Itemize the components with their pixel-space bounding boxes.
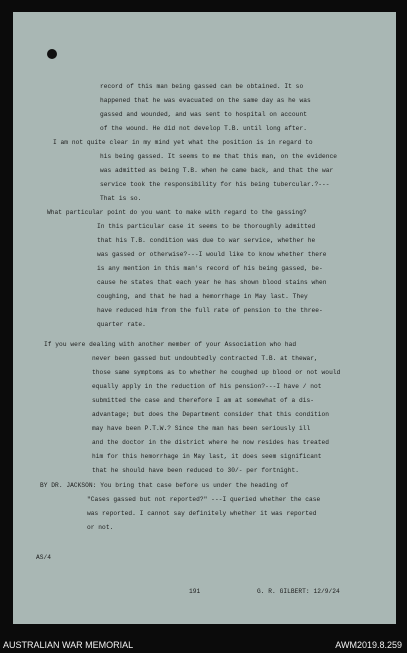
- typist-signature: G. R. GILBERT: 12/9/24: [257, 588, 340, 595]
- text-line: advantage; but does the Department consider that this condition: [92, 411, 330, 418]
- text-line: quarter rate.: [97, 321, 146, 328]
- reference-code: AS/4: [36, 554, 52, 561]
- typescript-page: [13, 12, 396, 624]
- page-number: 191: [189, 588, 201, 595]
- text-line: was admitted as being T.B. when he came back, and that the war: [100, 167, 334, 174]
- text-line: "Cases gassed but not reported?" ---I queried whether the case: [87, 496, 321, 503]
- text-line: gassed and wounded, and was sent to hospital on account: [100, 111, 307, 118]
- footer-source: AUSTRALIAN WAR MEMORIAL: [3, 640, 134, 650]
- text-line: of the wound. He did not develop T.B. until long after.: [100, 125, 307, 132]
- text-line: that his T.B. condition was due to war service, whether he: [97, 237, 316, 244]
- text-line: cause he states that each year he has shown blood stains when: [97, 279, 327, 286]
- text-line: BY DR. JACKSON: You bring that case before us under the heading of: [40, 482, 289, 489]
- text-line: That is so.: [100, 195, 142, 202]
- document-sheet: [13, 12, 396, 624]
- text-line: those same symptoms as to whether he coughed up blood or not would: [92, 369, 341, 376]
- text-line: never been gassed but undoubtedly contracted T.B. at thewar,: [92, 355, 318, 362]
- text-line: that he should have been reduced to 30/- per fortnight.: [92, 467, 299, 474]
- text-line: submitted the case and therefore I am at somewhat of a dis-: [92, 397, 315, 404]
- text-line: was gassed or otherwise?---I would like to know whether there: [97, 251, 327, 258]
- text-line: him for this hemorrhage in May last, it does seem significant: [92, 453, 322, 460]
- text-line: If you were dealing with another member of your Association who had: [44, 341, 297, 348]
- text-line: I am not quite clear in my mind yet what the position is in regard to: [53, 139, 313, 146]
- text-line: and the doctor in the district where he now resides has treated: [92, 439, 330, 446]
- text-line: is any mention in this man's record of his being gassed, be-: [97, 265, 323, 272]
- footer-bar: [0, 636, 407, 653]
- text-line: What particular point do you want to make with regard to the gassing?: [47, 209, 307, 216]
- text-line: or not.: [87, 524, 114, 531]
- text-line: his being gassed. It seems to me that this man, on the evidence: [100, 153, 338, 160]
- text-line: equally apply in the reduction of his pension?---I have / not: [92, 383, 322, 390]
- text-line: coughing, and that he had a hemorrhage in May last. They: [97, 293, 308, 300]
- text-line: may have been P.T.W.? Since the man has been seriously ill: [92, 425, 311, 432]
- text-line: was reported. I cannot say definitely whether it was reported: [87, 510, 317, 517]
- text-line: happened that he was evacuated on the same day as he was: [100, 97, 311, 104]
- text-line: In this particular case it seems to be thoroughly admitted: [97, 223, 316, 230]
- footer-accession-number: AWM2019.8.259: [335, 640, 402, 650]
- text-line: record of this man being gassed can be obtained. It so: [100, 83, 304, 90]
- text-line: service took the responsibility for his being tubercular.?---: [100, 181, 330, 188]
- text-line: have reduced him from the full rate of pension to the three-: [97, 307, 323, 314]
